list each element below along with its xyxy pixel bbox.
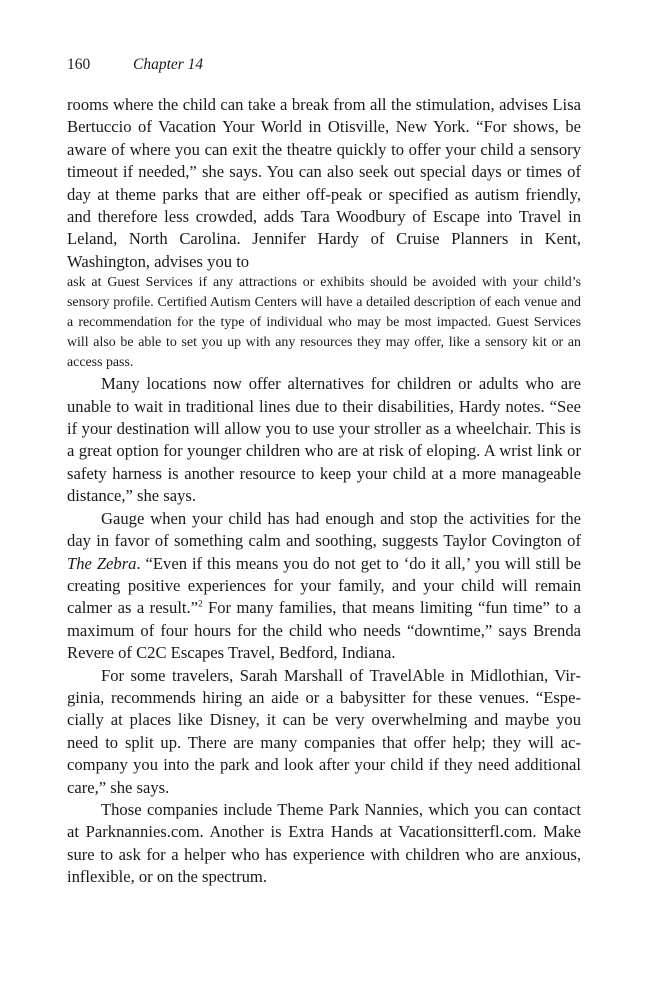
paragraph-3-end: For many families, that means limiting “fun time” to a maximum of four hours for the child who needs “downtime,” says Brenda Revere of C2C Escapes Travel, Bedford, Indiana. bbox=[67, 598, 581, 663]
paragraph-5: Those companies include Theme Park Nannies, which you can contact at Parknannies.com. Another is Extra Hands at Vacationsitterfl.com. Make sure to ask for a helper who has experience with children who are anxious, inflexible, or on the spectrum. bbox=[67, 799, 581, 887]
paragraph-2: Many locations now offer alternatives for children or adults who are unable to wait in traditional lines due to their disabilities, Hardy notes. “See if your destination will allow you to use your stroller as a wheelchair. This is a great option for younger children who are at risk of eloping. A wrist link or safety harness is another resource to keep your child at a more manageable distance,” she says. bbox=[67, 374, 581, 506]
footnote-marker[interactable]: 2 bbox=[198, 598, 203, 609]
paragraph-3-start: Gauge when your child has had enough and stop the activities for the day in favor of something calm and soothing, suggests Taylor Covington of bbox=[67, 508, 581, 551]
paragraph-3-middle: . “Even if this means you do not get to ‘do it all,’ you will still be creating positive experiences for your family, and your child will remain calmer as a result.” bbox=[67, 553, 581, 618]
page-number: 160 bbox=[67, 56, 91, 73]
publication-title: The Zebra bbox=[67, 553, 137, 573]
body-text bbox=[67, 94, 581, 889]
paragraph-3 bbox=[67, 508, 581, 665]
chapter-title: Chapter 14 bbox=[133, 56, 204, 73]
block-quote: ask at Guest Services if any attractions or exhibits should be avoided with your child’s sensory profile. Certified Autism Centers will have a detailed description of each venue and a recommendation for the type of individual who may be most impacted. Guest Services will also be able to set you up with any resources they may offer, like a sensory kit or an access pass. bbox=[67, 275, 581, 371]
paragraph-1: rooms where the child can take a break from all the stimulation, advises Lisa Bertuccio of Vacation Your World in Otisville, New York. “For shows, be aware of where you can exit the theatre quickly to offer your child a sensory timeout if needed,” she says. You can also seek out special days or times of day at theme parks that are either off-peak or specified as autism friendly, and therefore less crowded, adds Tara Woodbury of Escape into Travel in Leland, North Carolina. Jennifer Hardy of Cruise Planners in Kent, Washington, advises you to bbox=[67, 95, 581, 271]
paragraph-4: For some travelers, Sarah Marshall of TravelAble in Midlothian, Virginia, recommends hiring an aide or a babysitter for these venues. “Especially at places like Disney, it can be very overwhelming and maybe you need to split up. There are many companies that offer help; they will accompany you into the park and look after your child if they need additional care,” she says. bbox=[67, 665, 581, 797]
running-head bbox=[67, 55, 203, 75]
